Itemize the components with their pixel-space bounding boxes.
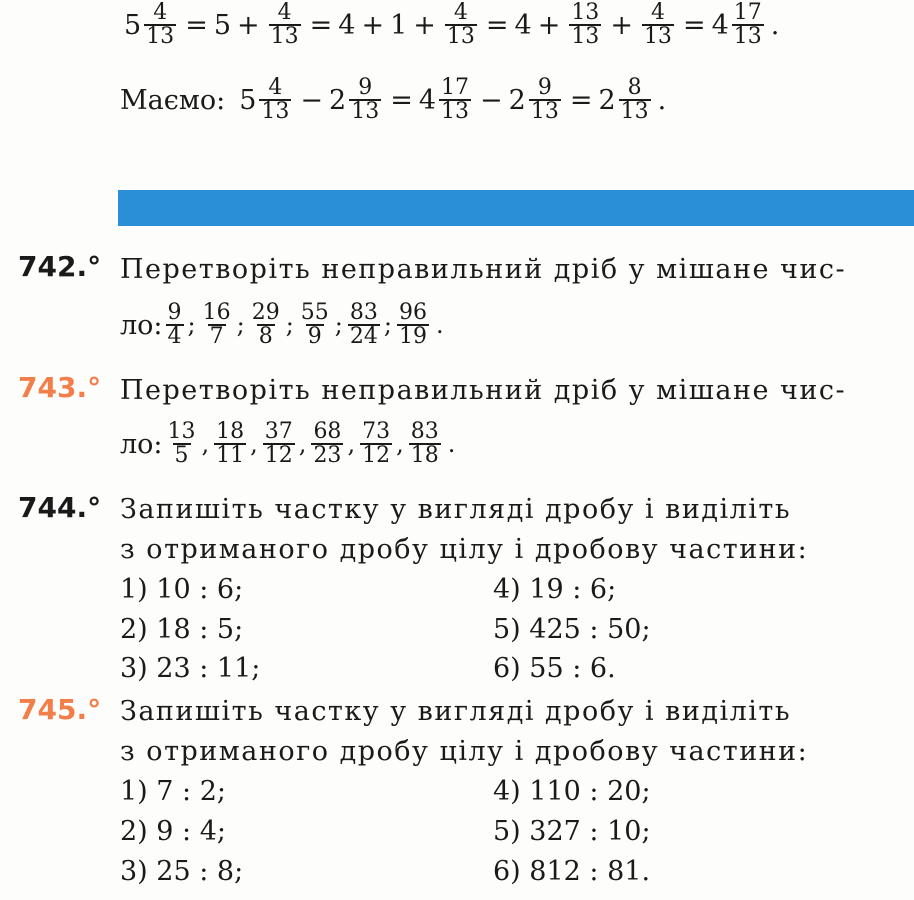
separator: ; (383, 311, 392, 340)
exercise-item: 4) 110 : 20; (493, 776, 651, 807)
separator: ; (285, 311, 294, 340)
separator: ; (334, 311, 343, 340)
exercise-item: 6) 812 : 81. (493, 856, 651, 887)
fraction: $\frac{13}{13}$ (571, 0, 600, 50)
period: . (657, 84, 667, 116)
problem-number-745: 745.° (18, 693, 102, 726)
whole: 1 (390, 9, 408, 41)
fraction: $\frac{4}{13}$ (643, 0, 672, 50)
separator: , (201, 430, 210, 459)
equals-sign: = (682, 9, 706, 41)
exercise-item: 3) 25 : 8; (120, 856, 244, 887)
whole: 5 (124, 9, 142, 41)
fraction: $\frac{55}{9}$ (300, 300, 329, 350)
fraction: $\frac{4}{13}$ (146, 0, 175, 50)
whole: 4 (711, 9, 729, 41)
separator: , (396, 430, 404, 459)
problem-744-line1: Запишіть частку у вигляді дробу і виділіть (120, 494, 792, 525)
fraction: $\frac{37}{12}$ (264, 419, 293, 469)
fraction: $\frac{4}{13}$ (270, 0, 299, 50)
plus-sign: + (610, 9, 633, 41)
exercise-item: 6) 55 : 6. (493, 653, 616, 684)
minus-sign: − (480, 84, 503, 116)
whole: 2 (598, 84, 616, 116)
period: . (770, 9, 780, 41)
result-equation (120, 77, 666, 124)
plus-sign: + (361, 9, 385, 41)
section-divider-band (118, 190, 914, 226)
fraction: $\frac{9}{13}$ (530, 75, 559, 125)
exercise-item: 2) 18 : 5; (120, 614, 244, 645)
equals-sign: = (390, 84, 413, 116)
period: . (435, 311, 444, 340)
whole: 5 (239, 84, 257, 116)
fraction: $\frac{17}{13}$ (733, 0, 762, 50)
fraction: $\frac{9}{4}$ (167, 300, 182, 350)
fraction: $\frac{73}{12}$ (362, 419, 391, 469)
fraction: $\frac{4}{13}$ (446, 0, 475, 50)
fraction: $\frac{83}{24}$ (349, 300, 378, 350)
separator: , (250, 430, 258, 459)
fraction: $\frac{96}{19}$ (398, 300, 427, 350)
separator: , (347, 430, 356, 459)
exercise-item: 3) 23 : 11; (120, 653, 261, 684)
problem-number-744: 744.° (18, 491, 102, 524)
top-equation (120, 2, 779, 49)
equals-sign: = (185, 9, 208, 41)
result-label: Маємо: (120, 84, 226, 116)
exercise-item: 2) 9 : 4; (120, 816, 227, 847)
fraction: $\frac{8}{13}$ (620, 75, 649, 125)
fraction: $\frac{83}{18}$ (410, 419, 439, 469)
problem-743-fractions (120, 421, 457, 468)
fraction: $\frac{29}{8}$ (251, 300, 280, 350)
problem-742-text: Перетворіть неправильний дріб у мішане чис- (120, 254, 847, 285)
fraction: $\frac{17}{13}$ (441, 75, 470, 125)
whole: 2 (508, 84, 526, 116)
whole: 4 (514, 9, 532, 41)
fraction: $\frac{9}{13}$ (351, 75, 380, 125)
separator: ; (236, 311, 245, 340)
problem-745-line1: Запишіть частку у вигляді дробу і виділіть (120, 696, 792, 727)
problem-742-fractions (120, 302, 446, 349)
plus-sign: + (413, 9, 436, 41)
exercise-item: 5) 327 : 10; (493, 816, 651, 847)
whole: 4 (418, 84, 437, 116)
fraction: $\frac{18}{11}$ (216, 419, 245, 469)
equals-sign: = (485, 9, 509, 41)
fraction: $\frac{13}{5}$ (167, 419, 196, 469)
fraction: $\frac{16}{7}$ (202, 300, 231, 350)
problem-number-743: 743.° (18, 371, 102, 404)
whole: 4 (338, 9, 356, 41)
fraction: $\frac{68}{23}$ (313, 419, 342, 469)
exercise-item: 5) 425 : 50; (493, 614, 651, 645)
exercise-item: 1) 7 : 2; (120, 776, 227, 807)
minus-sign: − (300, 84, 324, 116)
equals-sign: = (569, 84, 593, 116)
separator: ; (187, 311, 196, 340)
whole: 2 (329, 84, 347, 116)
plus-sign: + (237, 9, 260, 41)
exercise-item: 4) 19 : 6; (493, 574, 617, 605)
problem-743-text: Перетворіть неправильний дріб у мішане чис- (120, 375, 847, 406)
period: . (447, 430, 456, 459)
fraction-prefix: ло: (120, 428, 163, 460)
problem-744-line2: з отриманого дробу цілу і дробову частини: (120, 534, 809, 565)
plus-sign: + (537, 9, 561, 41)
exercise-item: 1) 10 : 6; (120, 574, 244, 605)
problem-745-line2: з отриманого дробу цілу і дробову частини: (120, 736, 809, 767)
fraction: $\frac{4}{13}$ (261, 75, 290, 125)
equals-sign: = (309, 9, 333, 41)
fraction-prefix: ло: (120, 309, 163, 341)
whole: 5 (213, 9, 231, 41)
problem-number-742: 742.° (18, 250, 102, 283)
separator: , (298, 430, 307, 459)
